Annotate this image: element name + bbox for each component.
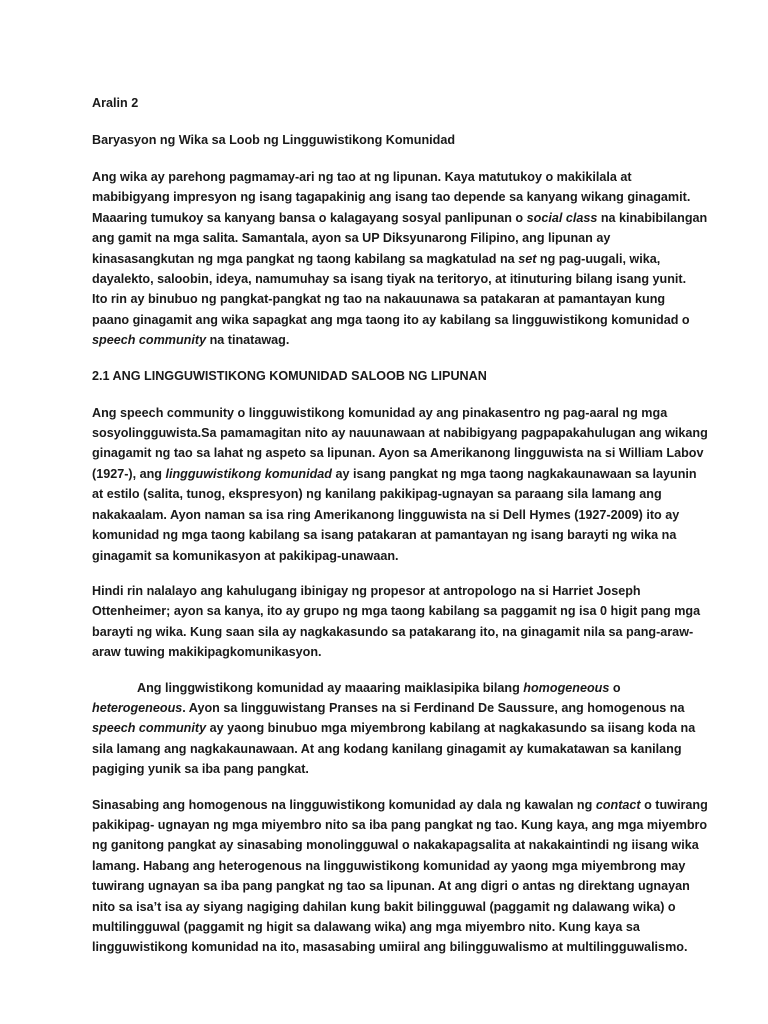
text-line: multilingguwal (paggamit ng higit sa dalawang wika) ang mga miyembro nito. Kung kaya sa [92, 920, 640, 934]
text-line: paano ginagamit ang wika sapagkat ang mga taong ito ay kabilang sa lingguwistikong komunidad o [92, 312, 690, 327]
italic-term: heterogeneous [92, 700, 183, 715]
text-line [92, 678, 692, 698]
text-line: dayalekto, saloobin, ideya, namumuhay sa isang tiyak na teritoryo, at itinuturing bilang isang yunit. [92, 272, 687, 287]
text-line: barayti ng wika. Kung saan sila ay nagkakasundo sa patakarang ito, na ginagamit nila sa pang-araw- [92, 624, 694, 639]
text-line [92, 330, 692, 350]
italic-term: speech community [92, 721, 207, 736]
text-line: Ang speech community o lingguwistikong komunidad ay ang pinakasentro ng pag-aaral ng mga [92, 405, 668, 420]
text-line: araw tuwing makikipagkomunikasyon. [92, 645, 322, 660]
text-line: ng ganitong pangkat ay sinasabing monolingguwal o nakakapagsalita at nakakaintindi ng iisang wika [92, 838, 699, 853]
text-run: (1927-), ang [92, 466, 166, 481]
text-line: ang gamit na mga salita. Samantala, ayon sa UP Diksyunarong Filipino, ang lipunan ay [92, 231, 611, 246]
italic-term: social class [526, 210, 598, 225]
paragraph-classification [92, 678, 696, 780]
text-line [92, 464, 697, 484]
text-line: Ang wika ay parehong pagmamay-ari ng tao at ng lipunan. Kaya matutukoy o makikilala at [92, 170, 632, 184]
text-run: Sinasabing ang homogenous na lingguwistikong komunidad ay dala ng kawalan ng [92, 797, 596, 812]
text-line: Ottenheimer; ayon sa kanya, ito ay grupo ng mga taong kabilang sa paggamit ng isa 0 higit pang mga [92, 604, 701, 619]
paragraph-homogenous-heterogenous [92, 795, 708, 958]
text-run: ay isang pangkat ng mga taong nagkakaunawaan sa layunin [332, 466, 697, 481]
italic-term: speech community [92, 333, 207, 348]
section-heading: 2.1 ANG LINGGUWISTIKONG KOMUNIDAD SALOOB NG LIPUNAN [92, 368, 487, 383]
text-line: pagiging yunik sa iba pang pangkat. [92, 762, 309, 777]
text-line: nakakaalam. Ayon naman sa isa ring Amerikanong lingguwista na si Dell Hymes (1927-2009) ito ay [92, 507, 680, 522]
text-run: na tinatawag. [206, 333, 290, 348]
text-run: na kinabibilangan [597, 210, 708, 225]
text-line: at estilo (salita, tunog, ekspresyon) ng kanilang pakikipag-ugnayan sa paraang sila lamang ang [92, 487, 662, 502]
text-line: pakikipag- ugnayan ng mga miyembro nito sa iba pang pangkat ng tao. Kung kaya, ang mga miyembro [92, 817, 708, 832]
text-run: o [609, 680, 621, 695]
paragraph-ottenheimer [92, 581, 701, 663]
text-line: Ito rin ay binubuo ng pangkat-pangkat ng tao na nakauunawa sa patakaran at pamantayan kung [92, 292, 666, 307]
italic-term: homogeneous [523, 680, 610, 695]
text-run: Maaaring tumukoy sa kanyang bansa o kalagayang sosyal panlipunan o [92, 210, 527, 225]
text-line: mabibigyang impresyon ng isang tagapakinig ang isang tao depende sa kanyang wikang ginagamit. [92, 190, 691, 205]
text-line [92, 208, 708, 228]
text-run: ng pag-uugali, wika, [536, 251, 661, 266]
italic-term: set [518, 251, 537, 266]
italic-term: lingguwistikong komunidad [165, 466, 332, 481]
text-line: sila lamang ang nagkakaunawaan. At ang kodang kanilang ginagamit ay kumakatawan sa kanilang [92, 741, 682, 756]
text-run: ay yaong binubuo mga miyembrong kabilang at nagkakasundo sa iisang koda na [206, 721, 696, 736]
text-line [92, 795, 708, 815]
paragraph-introduction [92, 167, 708, 351]
lesson-label: Aralin 2 [92, 96, 139, 110]
text-line: sosyolingguwista.Sa pamamagitan nito ay nauunawaan at nabibigyang pagpapakahulugan ang wikang [92, 426, 708, 441]
text-line: Hindi rin nalalayo ang kahulugang ibinigay ng propesor at antropologo na si Harriet Joseph [92, 583, 641, 598]
text-run: kinasasangkutan ng mga pangkat ng taong kabilang sa magkatulad na [92, 251, 519, 266]
text-run: o tuwirang [640, 797, 708, 812]
text-line [92, 718, 696, 738]
text-line [92, 249, 692, 269]
paragraph-speech-community [92, 403, 708, 566]
document-page [92, 93, 708, 973]
text-line: komunidad ng mga taong kabilang sa isang patakaran at pamantayan ng isang barayti ng wika na [92, 528, 677, 543]
text-line: ginagamit ng tao sa lahat ng aspeto sa lipunan. Ayon sa Amerikanong lingguwista na si William Labov [92, 446, 704, 461]
italic-term: contact [595, 797, 641, 812]
text-run: . Ayon sa lingguwistang Pranses na si Ferdinand De Saussure, ang homogenous na [182, 700, 685, 715]
text-line: lamang. Habang ang heterogenous na lingguwistikong komunidad ay yaong mga miyembrong may [92, 858, 686, 873]
text-line: nito sa isa’t isa ay siyang nagiging dahilan kung bakit bilingguwal (paggamit ng dalawang wika) o [92, 899, 676, 914]
text-run: Ang linggwistikong komunidad ay maaaring maiklasipika bilang [137, 680, 524, 695]
text-line: tuwirang ugnayan sa iba pang pangkat ng tao sa lipunan. At ang digri o antas ng direktang ugnayan [92, 879, 690, 894]
text-line: lingguwistikong komunidad na ito, masasabing umiiral ang bilingguwalismo at multilingguwalismo. [92, 940, 688, 955]
text-line [92, 698, 692, 718]
text-line: ginagamit sa komunikasyon at pakikipag-unawaan. [92, 548, 399, 563]
document-title: Baryasyon ng Wika sa Loob ng Lingguwistikong Komunidad [92, 133, 456, 147]
